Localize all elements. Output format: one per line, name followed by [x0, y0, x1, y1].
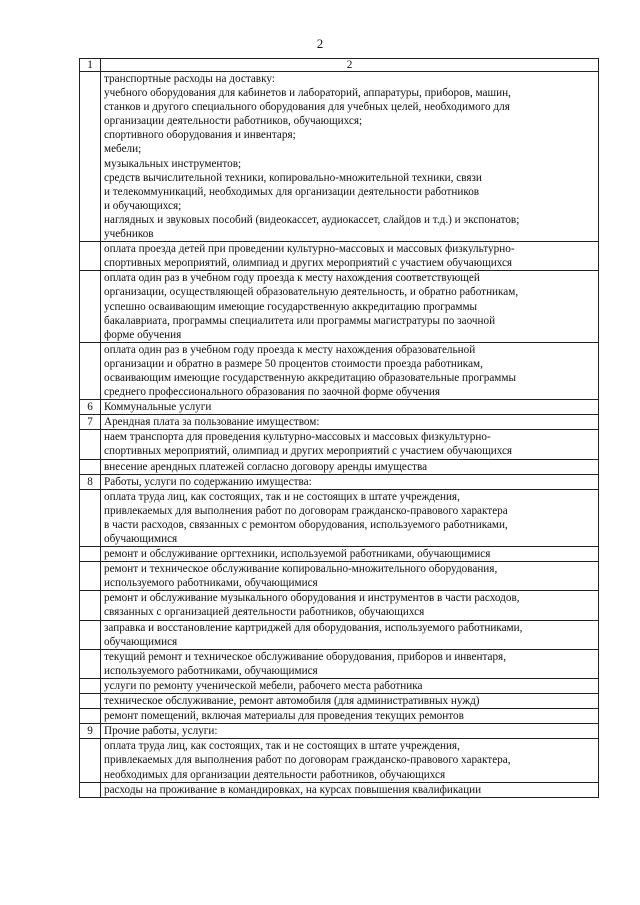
row-number	[80, 782, 101, 797]
row-description	[101, 271, 599, 342]
expense-table	[79, 58, 599, 798]
row-description	[101, 242, 599, 271]
row-description	[101, 739, 599, 782]
row-description	[101, 649, 599, 678]
row-number	[80, 430, 101, 459]
row-text-line: бакалавриата, программы специалитета или программы магистратуры по заочной	[104, 314, 496, 327]
row-text-line: привлекаемых для выполнения работ по договорам гражданско-правового характера	[104, 504, 508, 517]
row-text-line: Прочие работы, услуги:	[104, 725, 218, 738]
row-text-line: и телекоммуникаций, необходимых для организации деятельности работников	[104, 185, 480, 198]
row-text-line: оплата труда лиц, как состоящих, так и не состоящих в штате учреждения,	[104, 740, 460, 753]
row-description	[101, 591, 599, 620]
row-text-line: услуги по ремонту ученической мебели, рабочего места работника	[104, 679, 423, 692]
row-description	[101, 400, 599, 415]
row-description	[101, 547, 599, 562]
table-row	[80, 694, 599, 709]
row-number	[80, 678, 101, 693]
row-text-line: заправка и восстановление картриджей для оборудования, используемого работниками,	[104, 621, 523, 634]
row-text-line: внесение арендных платежей согласно договору аренды имущества	[104, 460, 428, 473]
row-text-line: организации, осуществляющей образовательную деятельность, и обратно работникам,	[104, 286, 519, 299]
row-text-line: учебного оборудования для кабинетов и лабораторий, аппаратуры, приборов, машин,	[104, 87, 511, 100]
table-row	[80, 72, 599, 242]
table-row	[80, 678, 599, 693]
row-text-line: в части расходов, связанных с ремонтом оборудования, используемого работниками,	[104, 518, 508, 531]
table-row	[80, 242, 599, 271]
row-text-line: транспортные расходы на доставку:	[104, 73, 275, 85]
row-description	[101, 562, 599, 591]
row-text-line: ремонт помещений, включая материалы для проведения текущих ремонтов	[104, 710, 464, 723]
row-number	[80, 649, 101, 678]
row-text-line: ремонт и обслуживание музыкального оборудования и инструментов в части расходов,	[104, 592, 520, 605]
row-number: 6	[80, 400, 101, 415]
row-text-line: форме обучения	[104, 328, 182, 341]
row-text-line: наглядных и звуковых пособий (видеокассет, аудиокассет, слайдов и т.д.) и экспонатов;	[104, 213, 520, 226]
expense-table-body	[80, 59, 599, 798]
row-text-line: Арендная плата за пользование имуществом:	[104, 416, 320, 429]
table-row	[80, 415, 599, 430]
row-text-line: техническое обслуживание, ремонт автомобиля (для административных нужд)	[104, 695, 480, 708]
table-row	[80, 474, 599, 489]
row-text-line: привлекаемых для выполнения работ по договорам гражданско-правового характера,	[104, 754, 511, 767]
row-number	[80, 72, 101, 242]
row-description	[101, 415, 599, 430]
table-row	[80, 591, 599, 620]
table-row	[80, 271, 599, 342]
row-text-line: среднего профессионального образования по заочной форме обучения	[104, 386, 441, 399]
row-number	[80, 562, 101, 591]
row-description	[101, 430, 599, 459]
row-text-line: мебели;	[104, 143, 142, 156]
table-row	[80, 430, 599, 459]
row-description	[101, 724, 599, 739]
row-number	[80, 739, 101, 782]
table-row	[80, 709, 599, 724]
row-text-line: используемого работниками, обучающимися	[104, 577, 318, 590]
row-number	[80, 342, 101, 399]
table-row	[80, 547, 599, 562]
row-description	[101, 678, 599, 693]
row-text-line: оплата проезда детей при проведении культурно-массовых и массовых физкультурно-	[104, 243, 515, 256]
row-text-line: музыкальных инструментов;	[104, 157, 242, 170]
table-row	[80, 400, 599, 415]
row-text-line: Коммунальные услуги	[104, 401, 212, 414]
table-row	[80, 739, 599, 782]
row-description	[101, 709, 599, 724]
table-header-row	[80, 59, 599, 72]
row-number	[80, 694, 101, 709]
row-number	[80, 271, 101, 342]
row-number	[80, 620, 101, 649]
row-text-line: спортивного оборудования и инвентаря;	[104, 129, 296, 142]
row-text-line: необходимых для организации деятельности работников, обучающихся	[104, 768, 446, 781]
row-number: 9	[80, 724, 101, 739]
row-text-line: успешно осваивающим имеющие государственную аккредитацию программы	[104, 300, 478, 313]
table-row	[80, 562, 599, 591]
table-row	[80, 459, 599, 474]
row-description	[101, 72, 599, 242]
row-number	[80, 591, 101, 620]
row-text-line: средств вычислительной техники, копировально-множительной техники, связи	[104, 171, 482, 184]
row-text-line: и обучающихся;	[104, 199, 182, 212]
row-text-line: оплата один раз в учебном году проезда к месту нахождения соответствующей	[104, 272, 480, 285]
row-text-line: ремонт и обслуживание оргтехники, используемой работниками, обучающимися	[104, 548, 491, 561]
row-text-line: спортивных мероприятий, олимпиад и других мероприятий с участием обучающихся	[104, 445, 513, 458]
row-text-line: Работы, услуги по содержанию имущества:	[104, 475, 312, 488]
row-number	[80, 489, 101, 546]
row-number	[80, 459, 101, 474]
row-description	[101, 342, 599, 399]
row-description	[101, 489, 599, 546]
row-text-line: организации и обратно в размере 50 процентов стоимости проезда работникам,	[104, 357, 483, 370]
row-text-line: станков и другого специального оборудования для учебных целей, необходимого для	[104, 101, 510, 114]
table-row	[80, 782, 599, 797]
row-text-line: наем транспорта для проведения культурно-массовых и массовых физкультурно-	[104, 431, 491, 444]
row-text-line: расходы на проживание в командировках, на курсах повышения квалификации	[104, 783, 482, 796]
row-text-line: связанных с организацией деятельности работников, обучающихся	[104, 606, 425, 619]
row-text-line: обучающимися	[104, 533, 178, 545]
row-description	[101, 459, 599, 474]
row-number: 7	[80, 415, 101, 430]
row-text-line: текущий ремонт и техническое обслуживание оборудования, приборов и инвентаря,	[104, 650, 506, 663]
table-row	[80, 724, 599, 739]
row-text-line: используемого работниками, обучающимися	[104, 664, 318, 677]
table-row	[80, 489, 599, 546]
page-number: 2	[316, 36, 324, 51]
row-text-line: оплата один раз в учебном году проезда к месту нахождения образовательной	[104, 343, 476, 356]
row-description	[101, 782, 599, 797]
row-number	[80, 709, 101, 724]
row-text-line: оплата труда лиц, как состоящих, так и не состоящих в штате учреждения,	[104, 490, 460, 503]
table-row	[80, 620, 599, 649]
row-text-line: спортивных мероприятий, олимпиад и других мероприятий с участием обучающихся	[104, 257, 513, 270]
row-text-line: осваивающим имеющие государственную аккредитацию образовательные программы	[104, 371, 516, 384]
row-number	[80, 547, 101, 562]
row-number: 8	[80, 474, 101, 489]
row-description	[101, 620, 599, 649]
row-text-line: организации деятельности работников, обучающихся;	[104, 115, 363, 128]
row-description	[101, 694, 599, 709]
row-text-line: ремонт и техническое обслуживание копировально-множительного оборудования,	[104, 563, 498, 576]
header-col-number: 1	[80, 59, 101, 72]
row-text-line: учебников	[104, 228, 154, 241]
header-col-description: 2	[101, 59, 599, 72]
row-description	[101, 474, 599, 489]
row-number	[80, 242, 101, 271]
table-row	[80, 649, 599, 678]
row-text-line: обучающимися	[104, 635, 178, 648]
table-row	[80, 342, 599, 399]
